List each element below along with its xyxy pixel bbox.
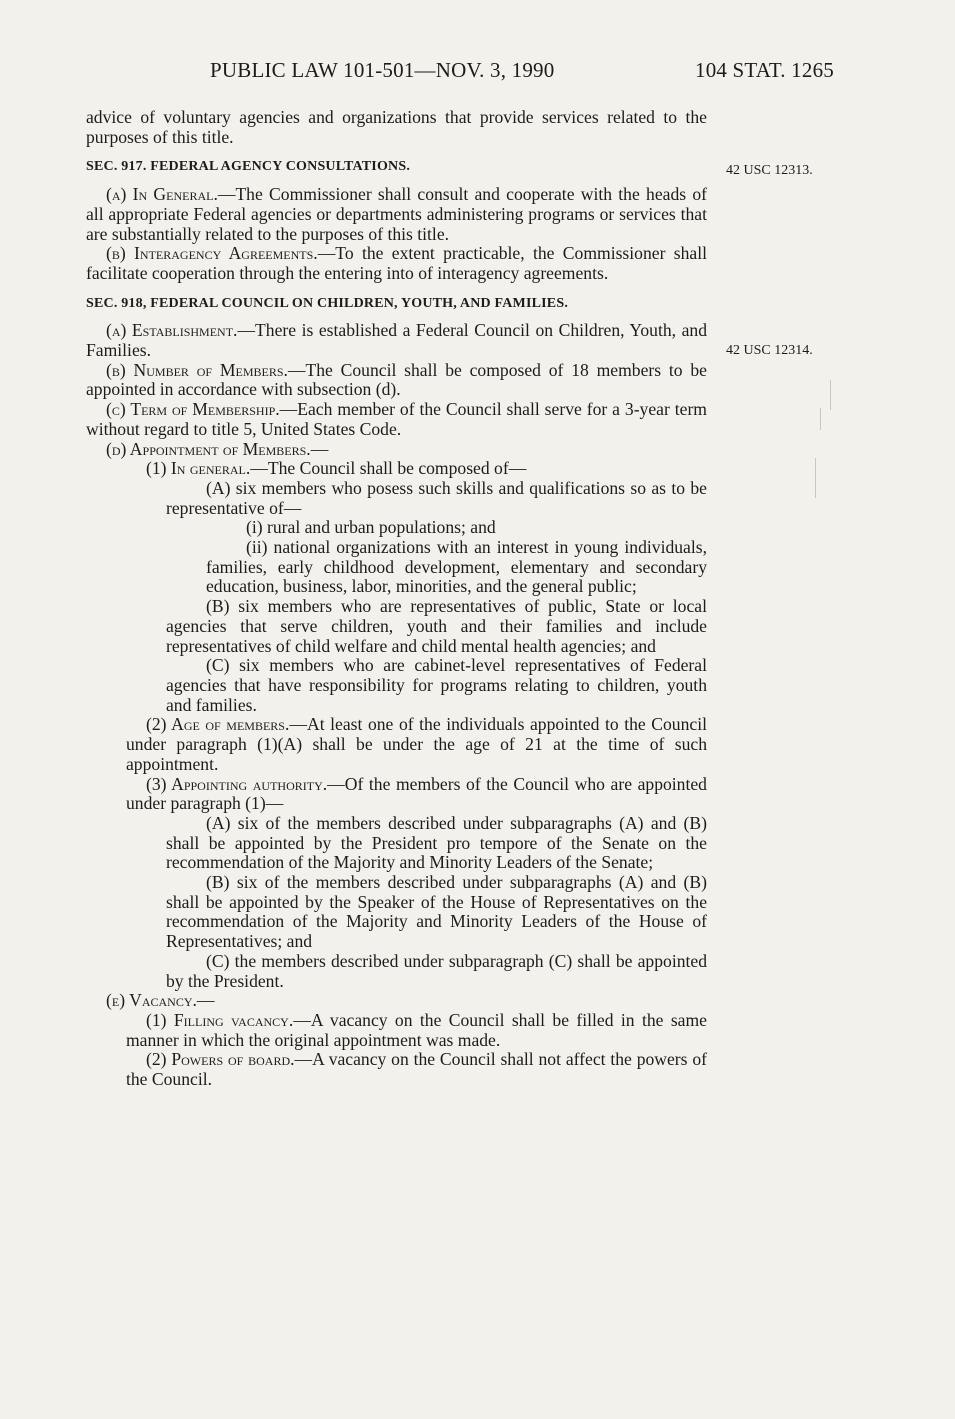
clause-d1Aii: (ii) national organizations with an interest in young individuals, families, early childhood development, elementary and secondary education, business, labor, minorities, and the general public; (206, 537, 707, 597)
subsection-head: (d) Appointment of Members. (106, 438, 311, 459)
subparagraph-d1A: (A) six members who posess such skills and qualifications so as to be representative of— (166, 477, 707, 518)
subparagraph-d1C: (C) six members who are cabinet-level representatives of Federal agencies that have responsibility for programs relating to children, youth and families. (166, 655, 707, 715)
paragraph-head: (2) Age of members. (146, 714, 290, 735)
paragraph-head: (1) In general. (146, 458, 251, 479)
subsection-head: (a) Establishment. (106, 320, 238, 341)
section-918-e (86, 991, 707, 1011)
paragraph-head: (3) Appointing authority. (146, 773, 328, 794)
subsection-head: (c) Term of Membership. (106, 399, 280, 420)
scan-mark (815, 458, 816, 498)
paragraph-text: —At least one of the individuals appointed to the Council under paragraph (1)(A) shall be under the age of 21 at the time of such appointment. (126, 714, 707, 774)
paragraph-text: —Of the members of the Council who are appointed under paragraph (1)— (126, 773, 707, 814)
margin-note-sec917: 42 USC 12313. (726, 163, 813, 178)
clause-d1Ai: (i) rural and urban populations; and (246, 517, 496, 538)
subsection-text: —Each member of the Council shall serve for a 3-year term without regard to title 5, United States Code. (86, 399, 707, 439)
section-917-heading: SEC. 917. FEDERAL AGENCY CONSULTATIONS. (86, 159, 411, 175)
section-918-c (86, 400, 707, 439)
subparagraph-d1B: (B) six members who are representatives of public, State or local agencies that serve children, youth and their families and include representatives of child welfare and child mental health agencies; and (166, 596, 707, 656)
section-918-heading: SEC. 918, FEDERAL COUNCIL ON CHILDREN, YOUTH, AND FAMILIES. (86, 295, 569, 311)
section-917-b (86, 244, 707, 283)
subsection-text: —To the extent practicable, the Commissioner shall facilitate cooperation through the entering into of interagency agreements. (86, 243, 707, 283)
paragraph-head: (1) Filling vacancy. (146, 1009, 294, 1030)
scan-mark (820, 408, 821, 430)
subsection-text: — (196, 990, 215, 1011)
subparagraph-d3A: (A) six of the members described under subparagraphs (A) and (B) shall be appointed by the President pro tempore of the Senate on the recommendation of the Majority and Minority Leaders of the Senate; (166, 812, 707, 873)
paragraph-d2 (86, 715, 707, 774)
paragraph-d1 (86, 459, 707, 479)
section-918-a (86, 321, 707, 360)
section-918-d (86, 440, 707, 460)
subsection-head: (a) In General. (106, 184, 218, 205)
subsection-text: — (310, 438, 329, 459)
subsection-head: (b) Number of Members. (106, 359, 288, 380)
subsection-text: —The Commissioner shall consult and cooperate with the heads of all appropriate Federal agencies or departments administering programs or services that are substantially related to the purposes of this title. (86, 184, 707, 244)
margin-note-sec918: 42 USC 12314. (726, 343, 813, 358)
running-header-page: 104 STAT. 1265 (695, 58, 834, 82)
subparagraph-d3C: (C) the members described under subparagraph (C) shall be appointed by the President. (166, 950, 707, 991)
paragraph-head: (2) Powers of board. (146, 1049, 295, 1070)
scan-mark (830, 380, 831, 410)
section-918-b (86, 361, 707, 400)
intro-paragraph: advice of voluntary agencies and organizations that provide services related to the purposes of this title. (86, 107, 707, 147)
subsection-head: (b) Interagency Agreements. (106, 243, 318, 264)
running-header-title: PUBLIC LAW 101-501—NOV. 3, 1990 (210, 58, 555, 82)
section-917-a (86, 185, 707, 244)
paragraph-e2 (86, 1050, 707, 1089)
subsection-head: (e) Vacancy. (106, 990, 197, 1011)
paragraph-text: —A vacancy on the Council shall not affect the powers of the Council. (126, 1049, 707, 1090)
paragraph-d3 (86, 775, 707, 814)
paragraph-text: —A vacancy on the Council shall be filled in the same manner in which the original appointment was made. (126, 1009, 707, 1050)
subparagraph-d3B: (B) six of the members described under subparagraphs (A) and (B) shall be appointed by the Speaker of the House of Representatives on the recommendation of the Majority and Minority Leaders of the House of Representatives; and (166, 872, 707, 952)
paragraph-text: —The Council shall be composed of— (250, 458, 527, 479)
subsection-text: —There is established a Federal Council on Children, Youth, and Families. (86, 320, 707, 361)
subsection-text: —The Council shall be composed of 18 members to be appointed in accordance with subsection (d). (86, 359, 707, 400)
document-body (86, 108, 707, 1090)
paragraph-e1 (86, 1011, 707, 1050)
